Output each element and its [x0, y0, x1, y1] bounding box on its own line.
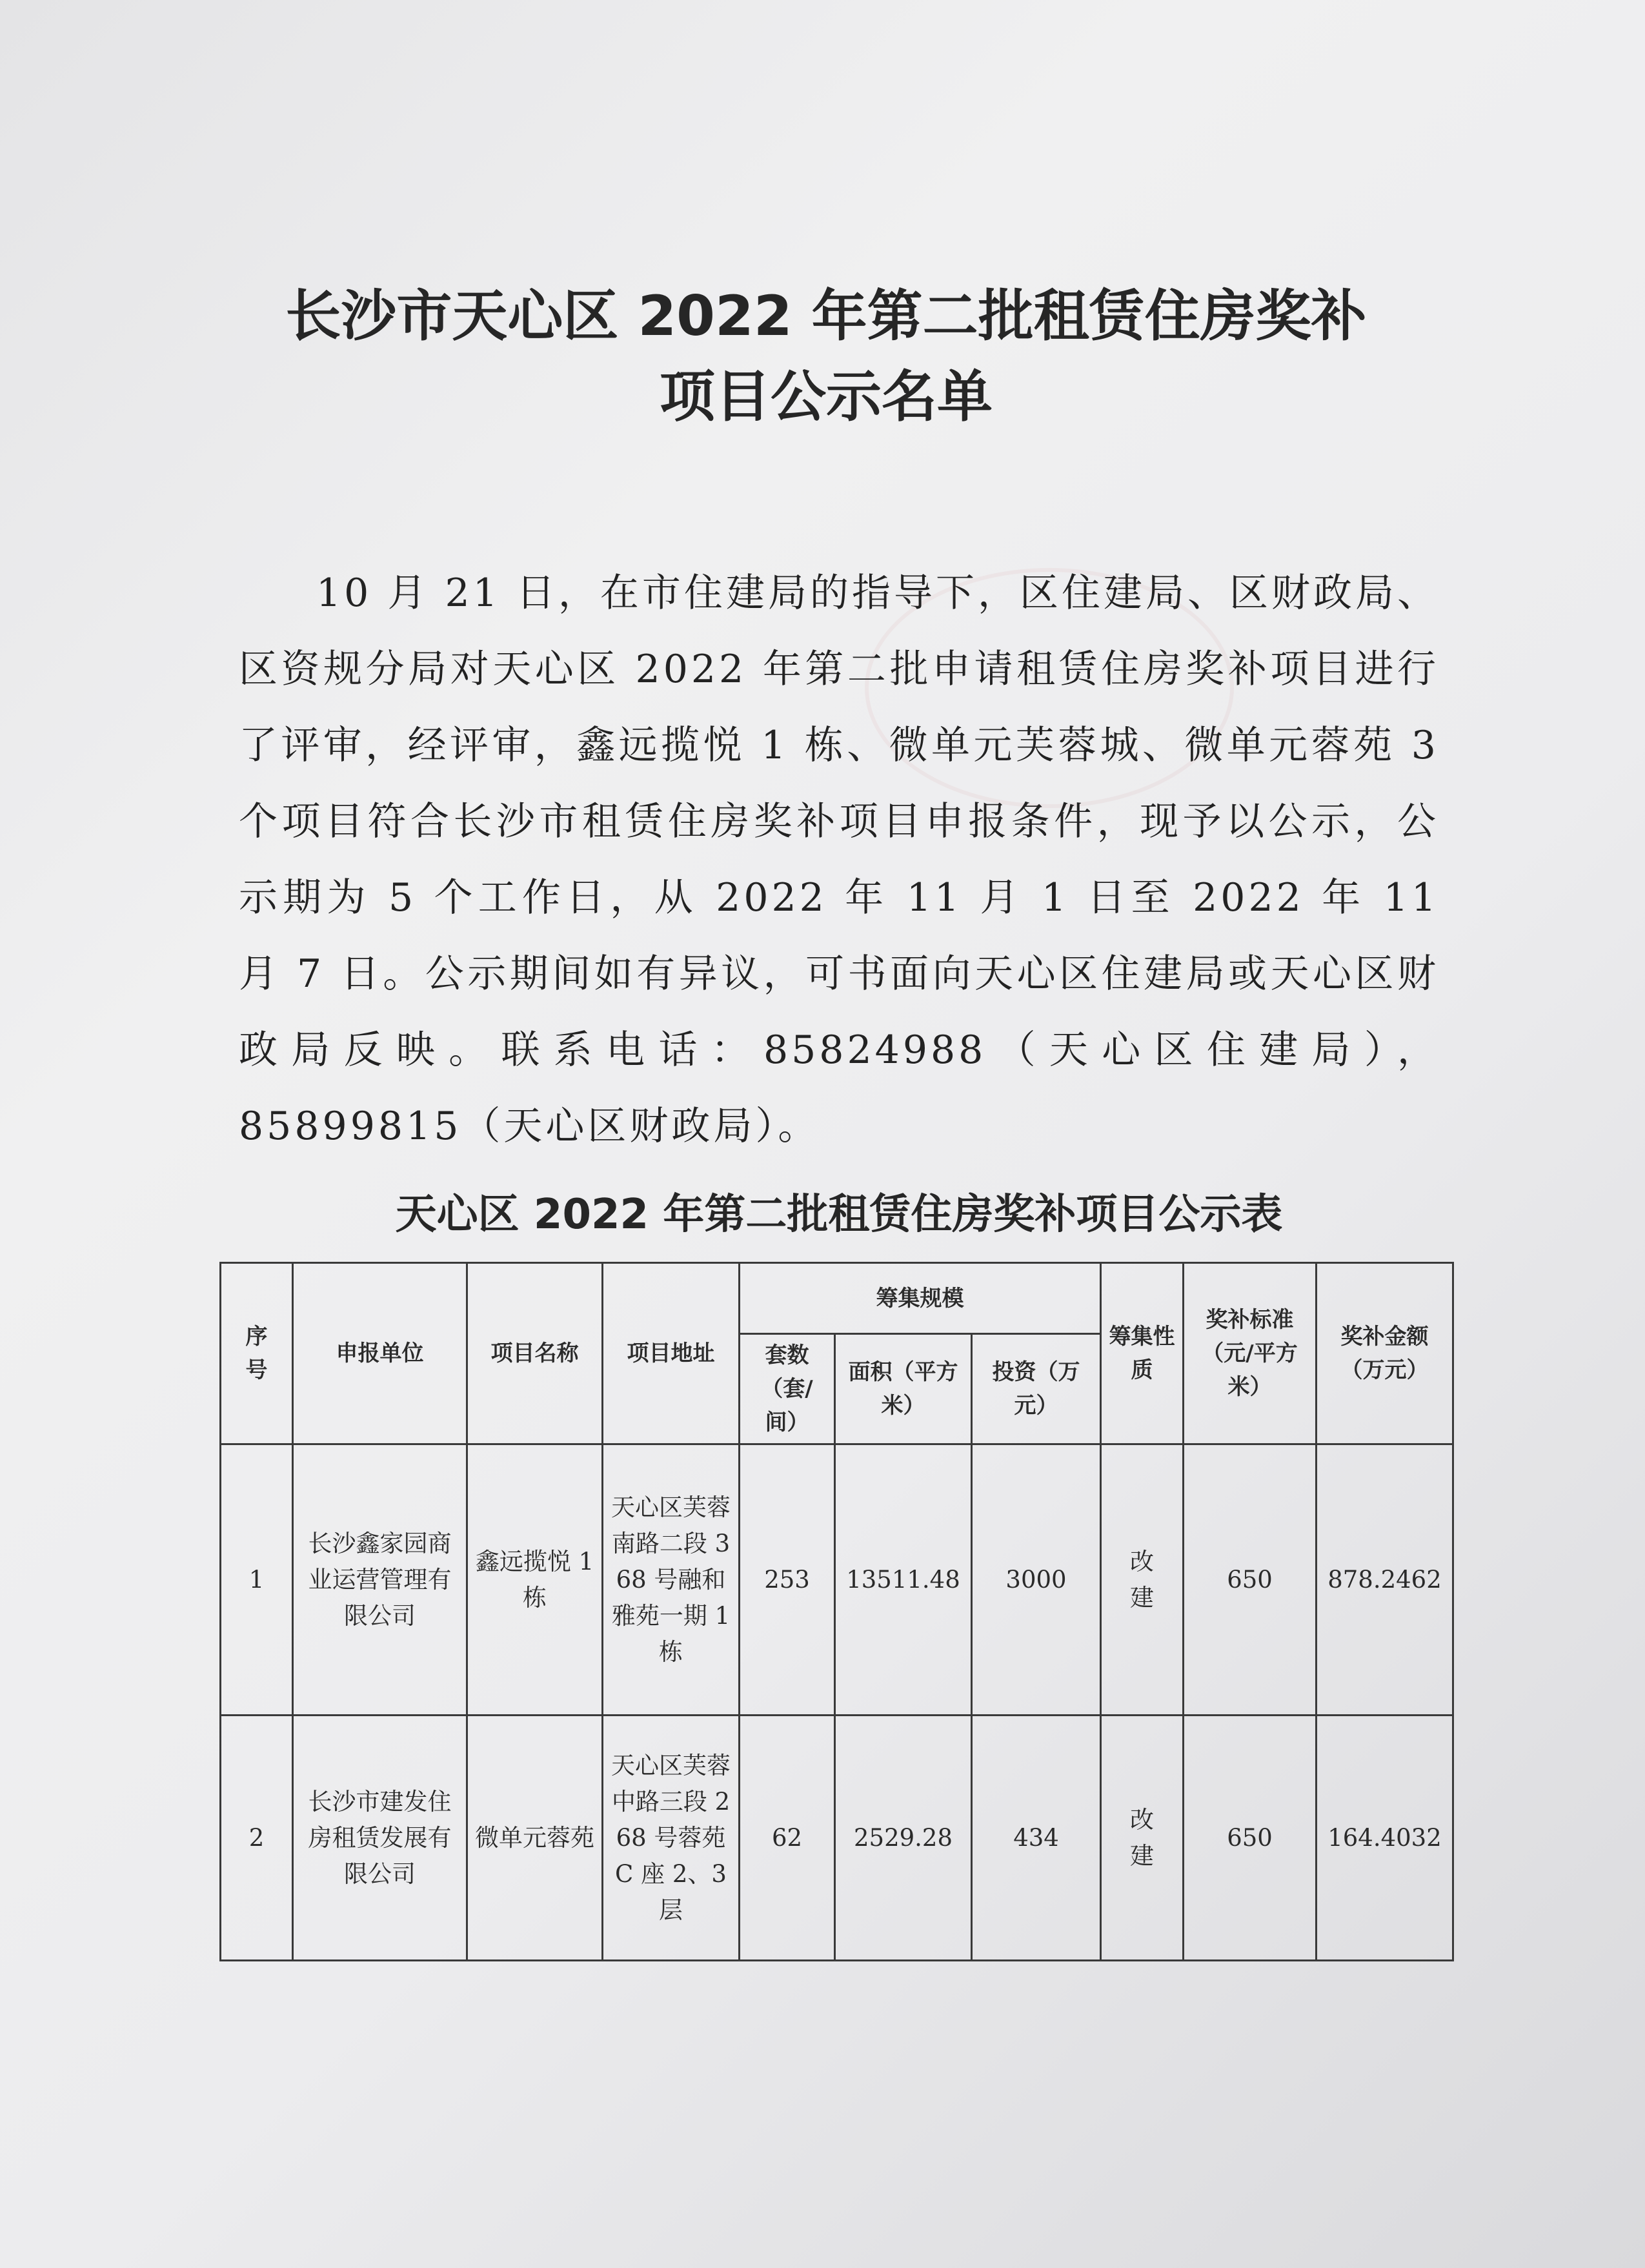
cell-nature: 改建	[1101, 1716, 1184, 1961]
document-title-line-2: 项目公示名单	[660, 365, 993, 429]
header-investment: 投资（万元）	[972, 1334, 1101, 1444]
header-standard: 奖补标准（元/平方米）	[1184, 1263, 1317, 1444]
table-title: 天心区 2022 年第二批租赁住房奖补项目公示表	[395, 1191, 1283, 1239]
header-address: 项目地址	[603, 1263, 740, 1444]
header-unit: 申报单位	[293, 1263, 467, 1444]
header-units: 套数（套/间）	[740, 1334, 835, 1444]
cell-standard: 650	[1184, 1444, 1317, 1716]
header-area: 面积（平方米）	[835, 1334, 972, 1444]
cell-project: 鑫远揽悦 1 栋	[467, 1444, 603, 1716]
project-table	[219, 1262, 1454, 1961]
header-amount: 奖补金额（万元）	[1317, 1263, 1453, 1444]
cell-standard: 650	[1184, 1716, 1317, 1961]
header-scale: 筹集规模	[740, 1263, 1101, 1334]
cell-amount: 164.4032	[1317, 1716, 1453, 1961]
document-title-line-1: 长沙市天心区 2022 年第二批租赁住房奖补	[285, 284, 1367, 349]
cell-unit: 长沙鑫家园商业运营管理有限公司	[293, 1444, 467, 1716]
cell-address: 天心区芙蓉中路三段 268 号蓉苑 C 座 2、3 层	[603, 1716, 740, 1961]
cell-investment: 3000	[972, 1444, 1101, 1716]
cell-area: 13511.48	[835, 1444, 972, 1716]
table-row	[221, 1444, 1453, 1716]
header-nature: 筹集性质	[1101, 1263, 1184, 1444]
notice-paragraph: 10 月 21 日，在市住建局的指导下，区住建局、区财政局、区资规分局对天心区 2022 年第二批申请租赁住房奖补项目进行了评审，经评审，鑫远揽悦 1 栋、微单元芙蓉城、微单元蓉苑 3 个项目符合长沙市租赁住房奖补项目申报条件，现予以公示，公示期为 5 个工作日，从 2022 年 11 月 1 日至 2022 年 11 月 7 日。公示期间如有异议，可书面向天心区住建局或天心区财政局反映。联系电话：85824988（天心区住建局），85899815（天心区财政局）。	[239, 571, 1439, 1149]
table-row	[221, 1716, 1453, 1961]
header-seq: 序号	[221, 1263, 293, 1444]
cell-investment: 434	[972, 1716, 1101, 1961]
cell-area: 2529.28	[835, 1716, 972, 1961]
cell-seq: 2	[221, 1716, 293, 1961]
table-header-row-1	[221, 1263, 1453, 1334]
cell-seq: 1	[221, 1444, 293, 1716]
cell-units: 253	[740, 1444, 835, 1716]
cell-amount: 878.2462	[1317, 1444, 1453, 1716]
cell-address: 天心区芙蓉南路二段 368 号融和雅苑一期 1 栋	[603, 1444, 740, 1716]
cell-units: 62	[740, 1716, 835, 1961]
cell-nature: 改建	[1101, 1444, 1184, 1716]
cell-project: 微单元蓉苑	[467, 1716, 603, 1961]
header-project: 项目名称	[467, 1263, 603, 1444]
cell-unit: 长沙市建发住房租赁发展有限公司	[293, 1716, 467, 1961]
